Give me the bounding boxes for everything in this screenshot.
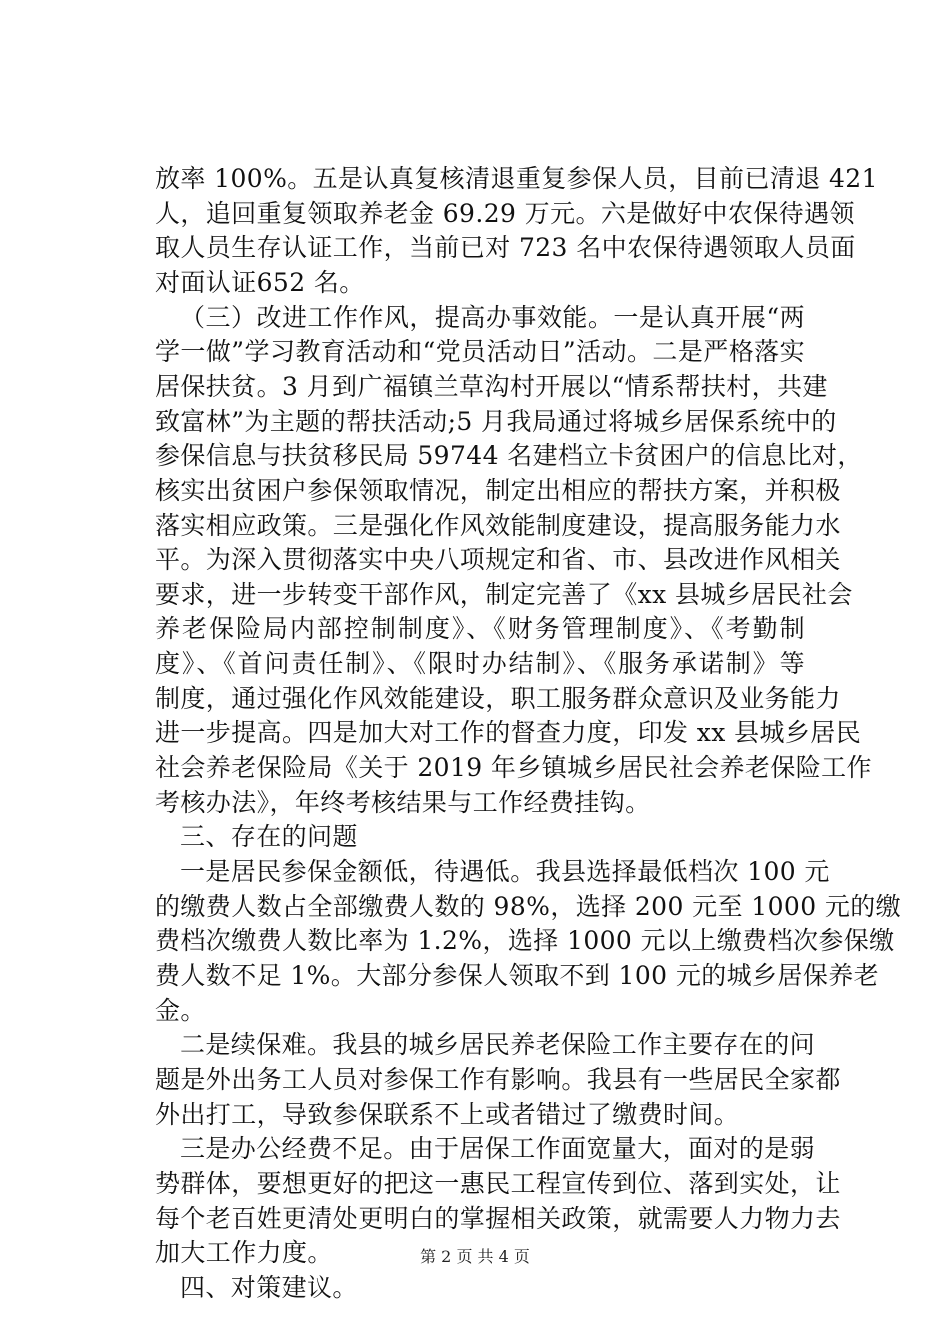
- text-line: 平。为深入贯彻落实中央八项规定和省、市、县改进作风相关: [155, 545, 841, 575]
- text-line: 核实出贫困户参保领取情况，制定出相应的帮扶方案，并积极: [155, 475, 841, 505]
- text-line: 制度，通过强化作风效能建设，职工服务群众意识及业务能力: [155, 683, 841, 713]
- text-line: 度》、《首问责任制》、《限时办结制》、《服务承诺制》等: [155, 649, 805, 679]
- text-line: 落实相应政策。三是强化作风效能制度建设，提高服务能力水: [155, 510, 841, 540]
- text-line: 对面认证652 名。: [155, 267, 365, 297]
- text-line: 学一做”学习教育活动和“党员活动日”活动。二是严格落实: [155, 337, 805, 367]
- text-line: 势群体，要想更好的把这一惠民工程宣传到位、落到实处，让: [155, 1168, 841, 1198]
- text-line: 外出打工，导致参保联系不上或者错过了缴费时间。: [155, 1099, 740, 1129]
- text-line: 题是外出务工人员对参保工作有影响。我县有一些居民全家都: [155, 1064, 841, 1094]
- text-line: 社会养老保险局《关于 2019 年乡镇城乡居民社会养老保险工作: [155, 753, 872, 783]
- text-line: 取人员生存认证工作，当前已对 723 名中农保待遇领取人员面: [155, 233, 856, 263]
- text-line: 二是续保难。我县的城乡居民养老保险工作主要存在的问: [180, 1030, 816, 1060]
- text-line: 要求，进一步转变干部作风，制定完善了《xx 县城乡居民社会: [155, 579, 853, 609]
- text-line: 的缴费人数占全部缴费人数的 98%，选择 200 元至 1000 元的缴: [155, 891, 902, 921]
- text-line: 四、对策建议。: [180, 1272, 358, 1302]
- text-line: 加大工作力度。: [155, 1238, 333, 1268]
- text-line: 养老保险局内部控制制度》、《财务管理制度》、《考勤制: [155, 614, 805, 644]
- text-line: 费人数不足 1%。大部分参保人领取不到 100 元的城乡居保养老: [155, 960, 880, 990]
- text-line: 三、存在的问题: [180, 822, 358, 852]
- text-line: 人，追回重复领取养老金 69.29 万元。六是做好中农保待遇领: [155, 198, 855, 228]
- text-line: 费档次缴费人数比率为 1.2%，选择 1000 元以上缴费档次参保缴: [155, 926, 895, 956]
- text-line: 致富林”为主题的帮扶活动;5 月我局通过将城乡居保系统中的: [155, 406, 837, 436]
- text-line: 居保扶贫。3 月到广福镇兰草沟村开展以“情系帮扶村，共建: [155, 371, 828, 401]
- text-line: 一是居民参保金额低，待遇低。我县选择最低档次 100 元: [180, 857, 830, 886]
- text-line: 金。: [155, 995, 206, 1025]
- text-line: （三）改进工作作风，提高办事效能。一是认真开展“两: [180, 302, 805, 332]
- page-footer: 第 2 页 共 4 页: [420, 1247, 530, 1266]
- text-line: 考核办法》，年终考核结果与工作经费挂钩。: [155, 787, 651, 817]
- text-line: 参保信息与扶贫移民局 59744 名建档立卡贫困户的信息比对，: [155, 441, 863, 471]
- text-line: 每个老百姓更清处更明白的掌握相关政策，就需要人力物力去: [155, 1203, 841, 1233]
- text-line: 进一步提高。四是加大对工作的督查力度，印发 xx 县城乡居民: [155, 718, 862, 748]
- text-line: 放率 100%。五是认真复核清退重复参保人员，目前已清退 421: [155, 164, 878, 193]
- text-line: 三是办公经费不足。由于居保工作面宽量大，面对的是弱: [180, 1134, 816, 1164]
